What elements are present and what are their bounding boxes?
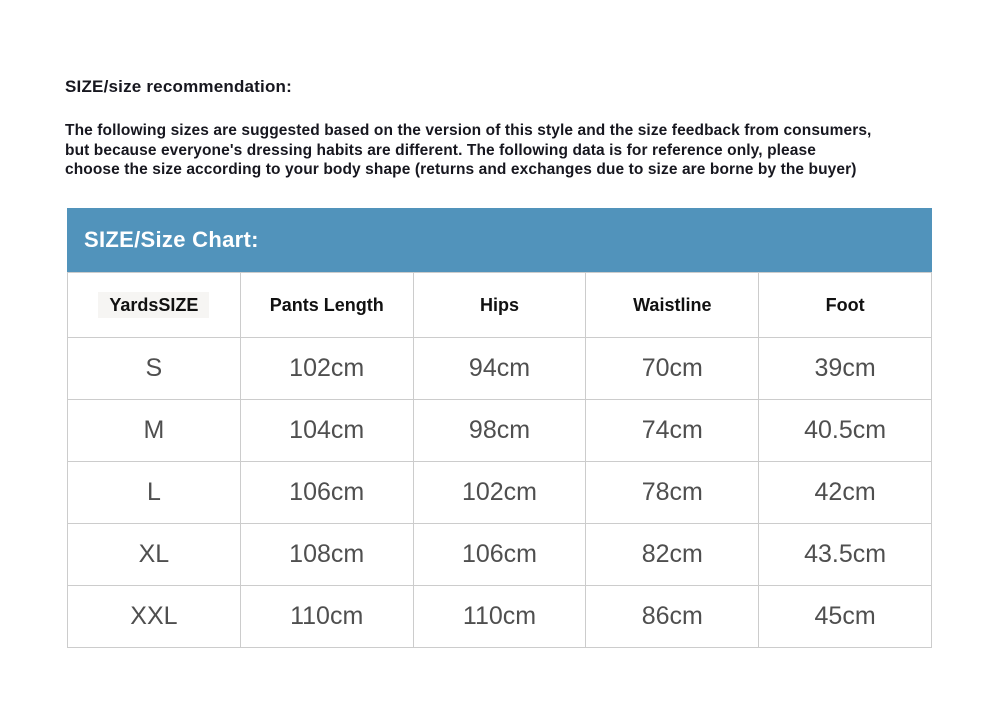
waistline-cell: 74cm xyxy=(586,400,759,462)
table-row-m xyxy=(68,400,932,462)
hips-cell: 102cm xyxy=(413,462,586,524)
foot-cell: 42cm xyxy=(759,462,932,524)
waistline-cell: 78cm xyxy=(586,462,759,524)
hips-cell: 98cm xyxy=(413,400,586,462)
size-chart-table-head xyxy=(68,273,932,338)
size-cell: L xyxy=(68,462,241,524)
column-header-hips: Hips xyxy=(413,273,586,338)
disclaimer-line-2: but because everyone's dressing habits are different. The following data is for reference only, please xyxy=(65,141,816,159)
size-cell: M xyxy=(68,400,241,462)
column-header-pants-length: Pants Length xyxy=(240,273,413,338)
size-chart-table-body xyxy=(68,338,932,648)
foot-cell: 39cm xyxy=(759,338,932,400)
hips-cell: 106cm xyxy=(413,524,586,586)
foot-cell: 45cm xyxy=(759,586,932,648)
pants-length-cell: 110cm xyxy=(240,586,413,648)
hips-cell: 94cm xyxy=(413,338,586,400)
table-row-xxl xyxy=(68,586,932,648)
pants-length-cell: 102cm xyxy=(240,338,413,400)
size-cell: S xyxy=(68,338,241,400)
table-row-s xyxy=(68,338,932,400)
waistline-cell: 82cm xyxy=(586,524,759,586)
column-header-foot: Foot xyxy=(759,273,932,338)
foot-cell: 43.5cm xyxy=(759,524,932,586)
disclaimer-line-3: choose the size according to your body shape (returns and exchanges due to size are borne by the buyer) xyxy=(65,161,857,178)
table-row-xl xyxy=(68,524,932,586)
hips-cell: 110cm xyxy=(413,586,586,648)
column-header-yards-size xyxy=(68,273,241,338)
size-chart-table xyxy=(67,272,932,648)
table-row-l xyxy=(68,462,932,524)
header-row xyxy=(68,273,932,338)
disclaimer-line-1: The following sizes are suggested based on the version of this style and the size feedback from consumers, xyxy=(65,122,872,139)
waistline-cell: 86cm xyxy=(586,586,759,648)
page-title: SIZE/size recommendation: xyxy=(65,77,292,96)
waistline-cell: 70cm xyxy=(586,338,759,400)
size-chart-title: SIZE/Size Chart: xyxy=(84,227,259,252)
column-header-waistline: Waistline xyxy=(586,273,759,338)
yards-size-label: YardsSIZE xyxy=(98,292,209,318)
pants-length-cell: 106cm xyxy=(240,462,413,524)
pants-length-cell: 104cm xyxy=(240,400,413,462)
size-disclaimer-paragraph xyxy=(65,121,871,180)
foot-cell: 40.5cm xyxy=(759,400,932,462)
size-cell: XXL xyxy=(68,586,241,648)
size-chart-title-bar xyxy=(67,208,932,272)
pants-length-cell: 108cm xyxy=(240,524,413,586)
size-cell: XL xyxy=(68,524,241,586)
